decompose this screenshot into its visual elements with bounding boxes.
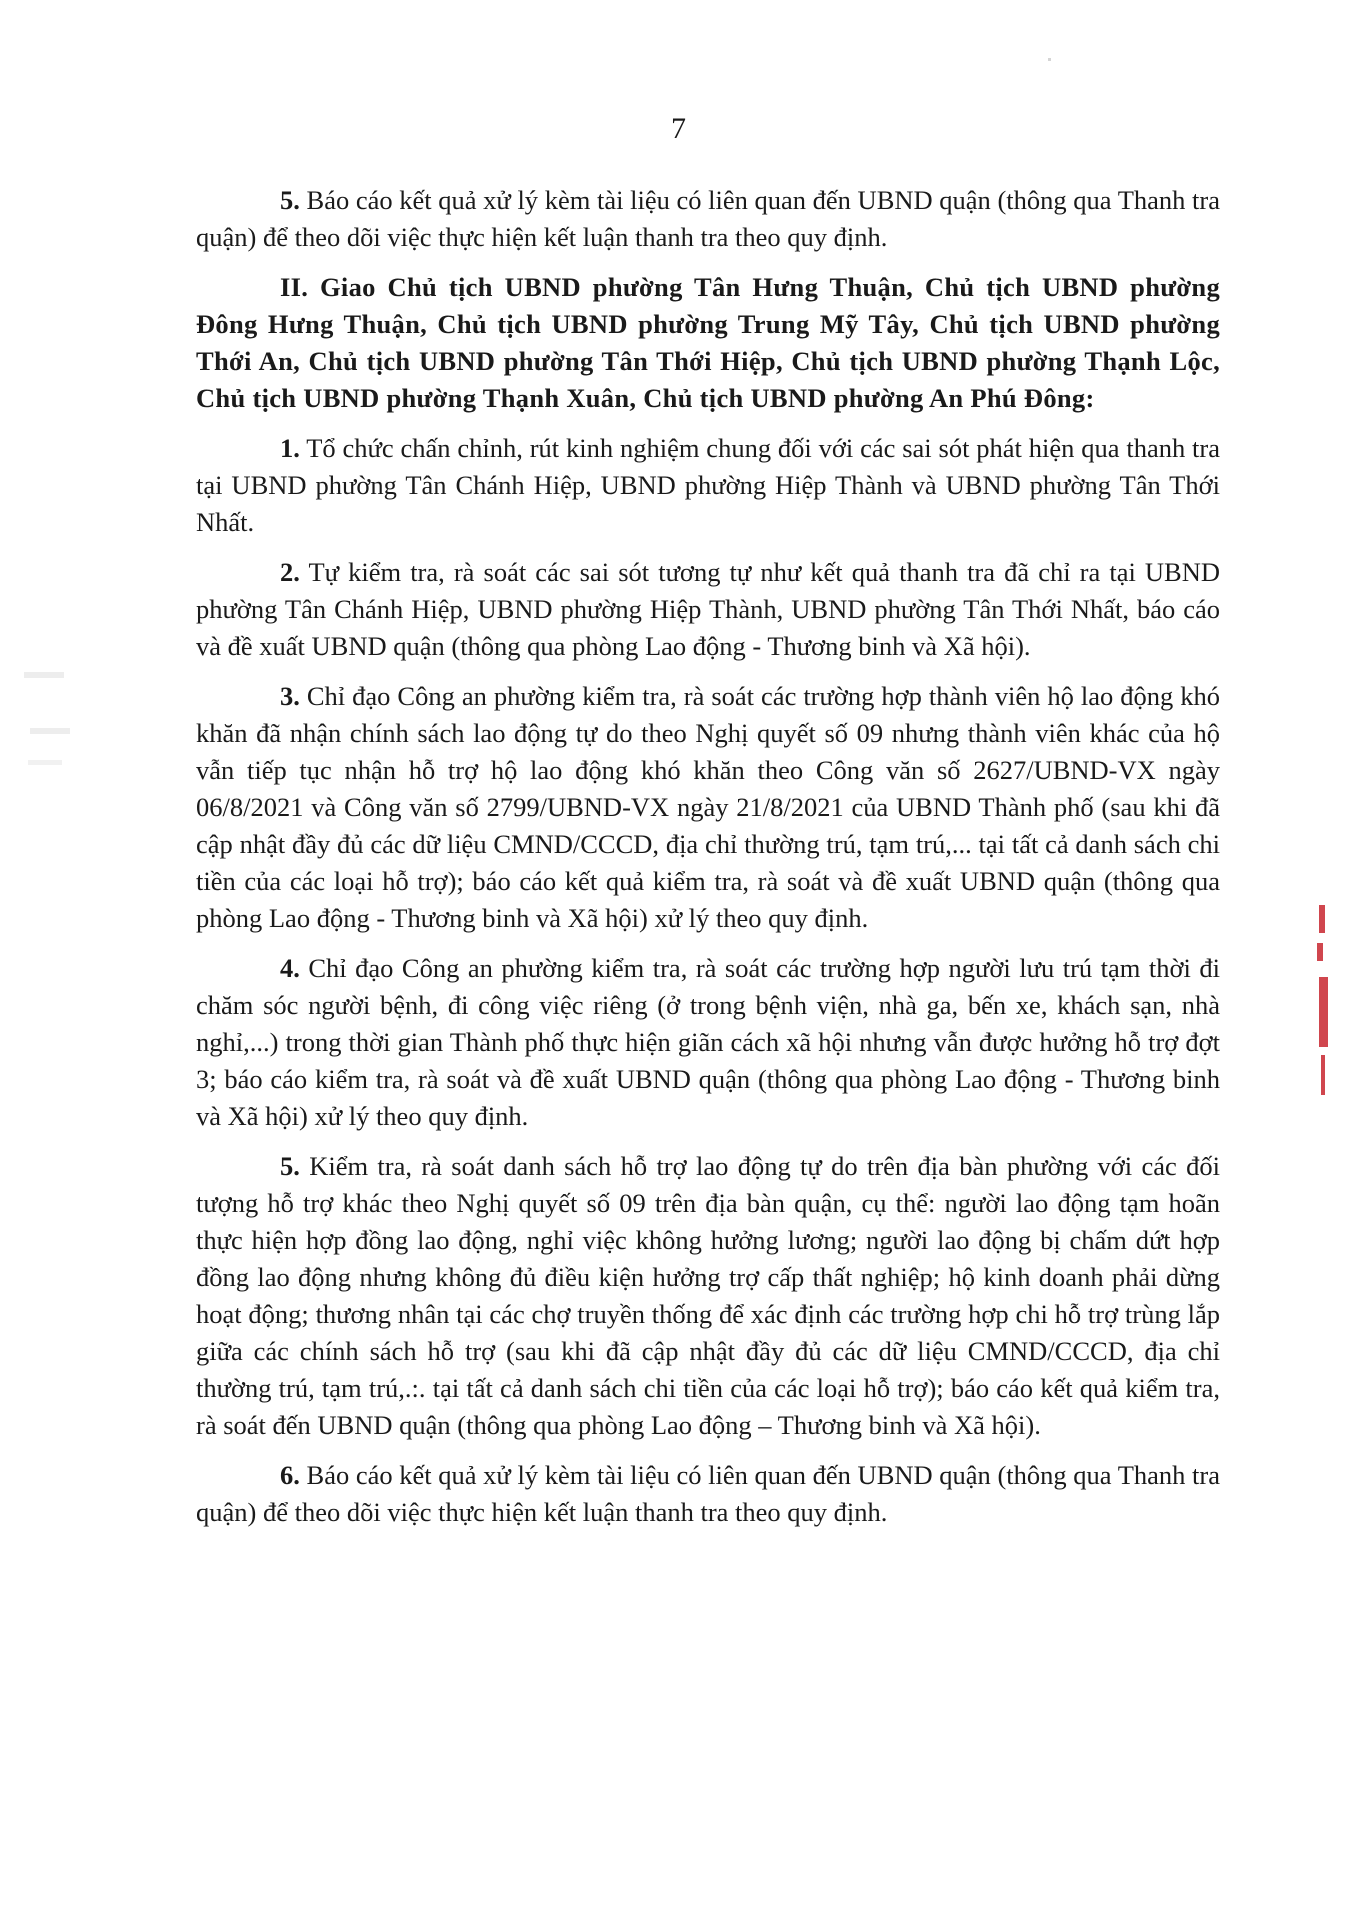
paragraph-number: 6.: [280, 1460, 300, 1490]
paragraph-text: Báo cáo kết quả xử lý kèm tài liệu có liên quan đến UBND quận (thông qua Thanh tra quận) để theo dõi việc thực hiện kết luận thanh tra theo quy định.: [196, 1460, 1220, 1527]
paragraph-item-2: [196, 554, 1220, 665]
paragraph-text: Kiểm tra, rà soát danh sách hỗ trợ lao động tự do trên địa bàn phường với các đối tượng hỗ trợ khác theo Nghị quyết số 09 trên địa bàn quận, cụ thể: người lao động tạm hoãn thực hiện hợp đồng lao động, nghỉ việc không hưởng lương; người lao động bị chấm dứt hợp đồng lao động nhưng không đủ điều kiện hưởng trợ cấp thất nghiệp; hộ kinh doanh phải dừng hoạt động; thương nhân tại các chợ truyền thống để xác định các trường hợp chi hỗ trợ trùng lắp giữa các chính sách hỗ trợ (sau khi đã cập nhật đầy đủ các dữ liệu CMND/CCCD, địa chỉ thường trú, tạm trú,.:. tại tất cả danh sách chi tiền của các loại hỗ trợ); báo cáo kết quả kiểm tra, rà soát đến UBND quận (thông qua phòng Lao động – Thương binh và Xã hội).: [196, 1151, 1220, 1440]
paragraph-number: 5.: [280, 1151, 300, 1181]
paragraph-number: 1.: [280, 433, 300, 463]
scan-artifact: [1048, 58, 1051, 61]
page-number: 7: [671, 112, 686, 145]
paragraph-number: 2.: [280, 557, 300, 587]
paragraph-text: Báo cáo kết quả xử lý kèm tài liệu có liên quan đến UBND quận (thông qua Thanh tra quận) để theo dõi việc thực hiện kết luận thanh tra theo quy định.: [196, 185, 1220, 252]
paragraph-item-6: [196, 1457, 1220, 1531]
paragraph-item-4: [196, 950, 1220, 1135]
paragraph-top-5: [196, 182, 1220, 256]
paragraph-text: Chỉ đạo Công an phường kiểm tra, rà soát các trường hợp người lưu trú tạm thời đi chăm sóc người bệnh, đi công việc riêng (ở trong bệnh viện, nhà ga, bến xe, khách sạn, nhà nghỉ,...) trong thời gian Thành phố thực hiện giãn cách xã hội nhưng vẫn được hưởng hỗ trợ đợt 3; báo cáo kiểm tra, rà soát và đề xuất UBND quận (thông qua phòng Lao động - Thương binh và Xã hội) xử lý theo quy định.: [196, 953, 1220, 1131]
seal-stamp-edge: [1315, 905, 1333, 1115]
paragraph-text: Tự kiểm tra, rà soát các sai sót tương tự như kết quả thanh tra đã chỉ ra tại UBND phường Tân Chánh Hiệp, UBND phường Hiệp Thành, UBND phường Tân Thới Nhất, báo cáo và đề xuất UBND quận (thông qua phòng Lao động - Thương binh và Xã hội).: [196, 557, 1220, 661]
paragraph-number: 5.: [280, 185, 300, 215]
paragraph-number: 4.: [280, 953, 300, 983]
scan-artifact: [24, 672, 64, 678]
document-body: [196, 182, 1220, 1544]
paragraph-item-1: [196, 430, 1220, 541]
paragraph-text: Chỉ đạo Công an phường kiểm tra, rà soát các trường hợp thành viên hộ lao động khó khăn đã nhận chính sách lao động tự do theo Nghị quyết số 09 nhưng thành viên khác của hộ vẫn tiếp tục nhận hỗ trợ hộ lao động khó khăn theo Công văn số 2627/UBND-VX ngày 06/8/2021 và Công văn số 2799/UBND-VX ngày 21/8/2021 của UBND Thành phố (sau khi đã cập nhật đầy đủ các dữ liệu CMND/CCCD, địa chỉ thường trú, tạm trú,... tại tất cả danh sách chi tiền của các loại hỗ trợ); báo cáo kết quả kiểm tra, rà soát và đề xuất UBND quận (thông qua phòng Lao động - Thương binh và Xã hội) xử lý theo quy định.: [196, 681, 1220, 933]
paragraph-text: Tổ chức chấn chỉnh, rút kinh nghiệm chung đối với các sai sót phát hiện qua thanh tra tại UBND phường Tân Chánh Hiệp, UBND phường Hiệp Thành và UBND phường Tân Thới Nhất.: [196, 433, 1220, 537]
section-heading-ii: II. Giao Chủ tịch UBND phường Tân Hưng Thuận, Chủ tịch UBND phường Đông Hưng Thuận, Chủ tịch UBND phường Trung Mỹ Tây, Chủ tịch UBND phường Thới An, Chủ tịch UBND phường Tân Thới Hiệp, Chủ tịch UBND phường Thạnh Lộc, Chủ tịch UBND phường Thạnh Xuân, Chủ tịch UBND phường An Phú Đông:: [196, 272, 1220, 413]
paragraph-number: 3.: [280, 681, 300, 711]
scan-artifact: [30, 728, 70, 734]
scan-artifact: [28, 760, 62, 765]
paragraph-item-3: [196, 678, 1220, 937]
paragraph-item-5: [196, 1148, 1220, 1444]
